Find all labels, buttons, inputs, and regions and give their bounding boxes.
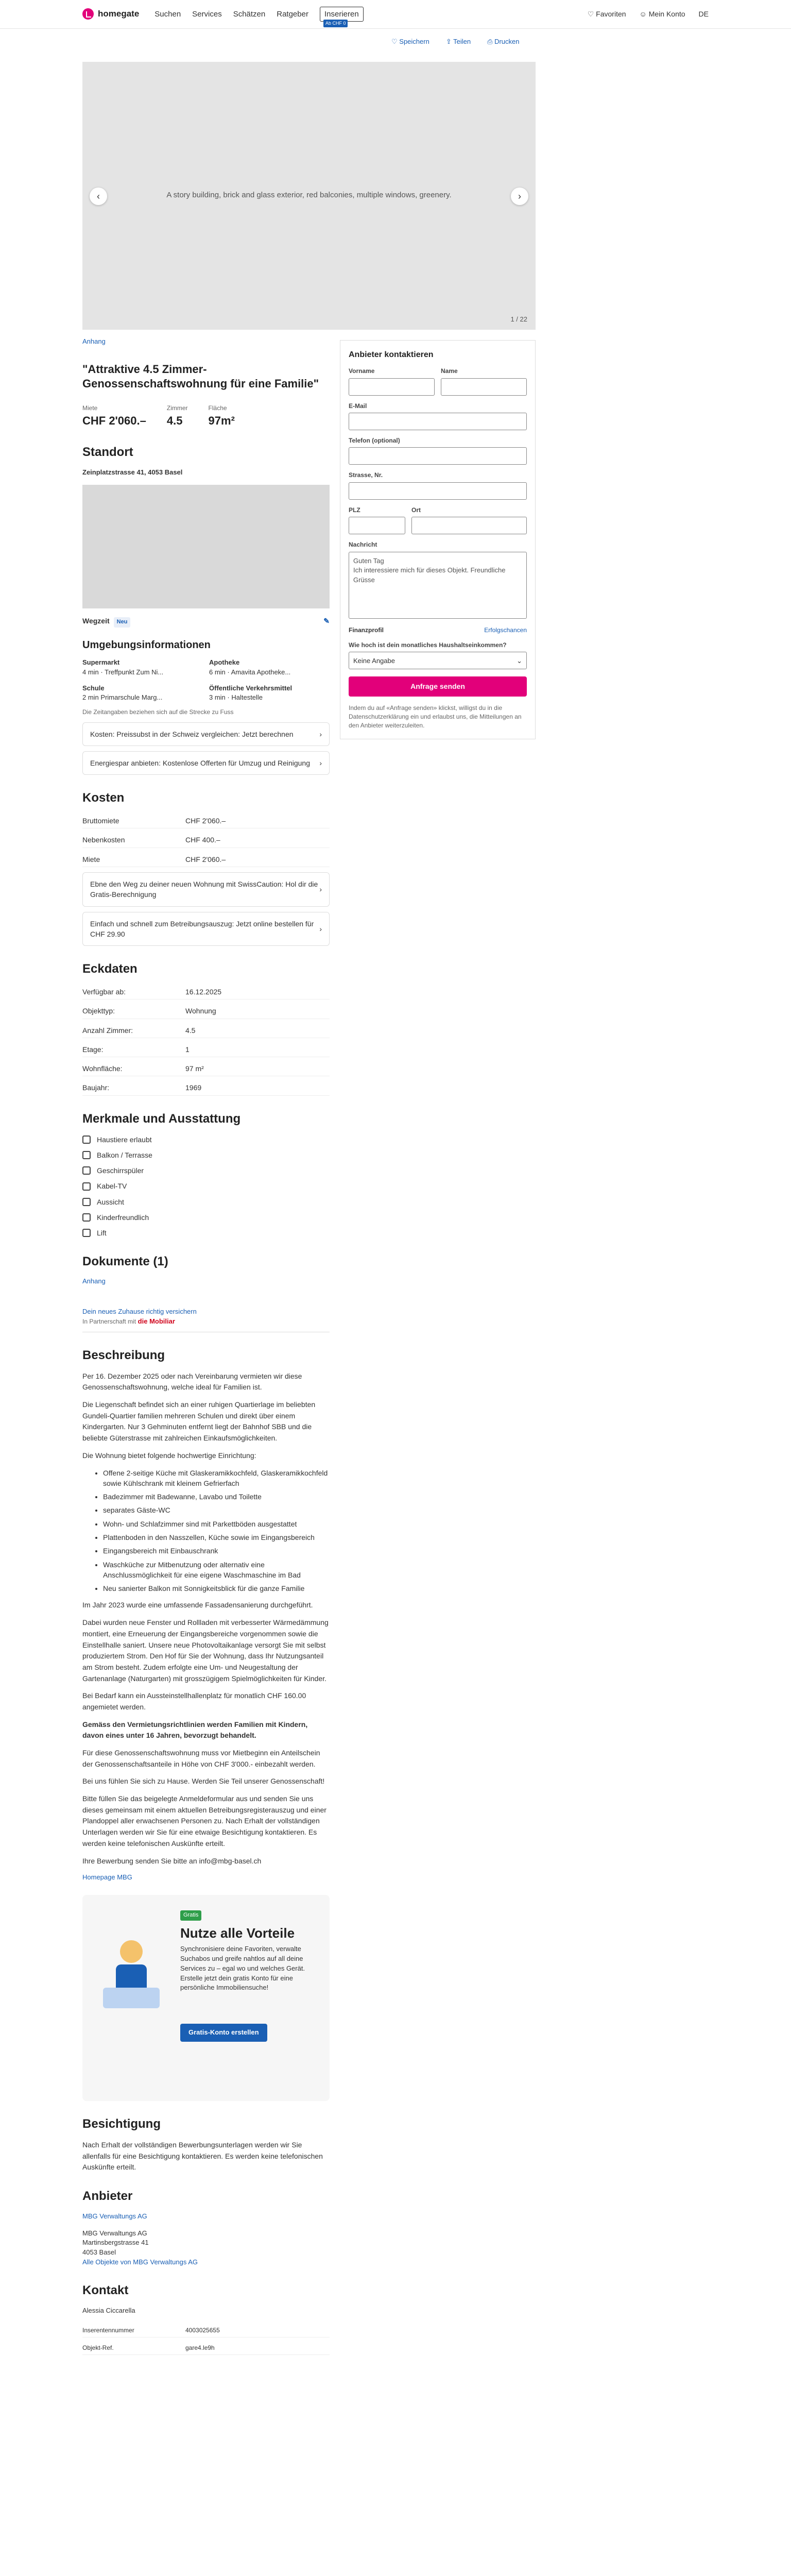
detail-key: Wohnfläche: [82, 1061, 185, 1076]
nav-item-ratgeber[interactable]: Ratgeber [277, 9, 308, 19]
message-textarea[interactable]: Guten Tag Ich interessiere mich für dieses Objekt. Freundliche Grüsse [349, 552, 527, 619]
compare-card[interactable] [82, 722, 330, 746]
detail-value: 1969 [185, 1080, 330, 1095]
listing-title: "Attraktive 4.5 Zimmer-Genossenschaftswohnung für eine Familie" [82, 362, 319, 391]
env-title: Öffentliche Verkehrsmittel [209, 684, 293, 692]
chevron-right-icon: › [319, 885, 322, 894]
main-nav [154, 7, 363, 26]
detail-value: 16.12.2025 [185, 985, 330, 999]
feature-label: Lift [97, 1229, 107, 1238]
reference-table [82, 2324, 330, 2355]
rent-value: CHF 2'060.– [82, 414, 146, 428]
detail-value: 4.5 [185, 1023, 330, 1038]
desc-paragraph: Dabei wurden neue Fenster und Rollladen mit verbesserter Wärmedämmung montiert, eine Erneuerung der Eingangsbereiche vorgenommen sowie die Einstellhalle saniert. Unsere neue Photovoltaikanlage versorgt Sie mit selbst produziertem Strom. Den Hof für Sie der Wohnung, dass Ihr Nutzungsanteil am Strom besteht. Zudem erfolgte eine Um- und Neugestaltung der Gartenanlage (Naturgarten) mit grosszügigem Spielmöglichkeiten für Kinder. [82, 1618, 329, 1683]
desc-paragraph: Bei Bedarf kann ein Aussteinstellhallenplatz für monatlich CHF 160.00 angemietet werden. [82, 1691, 306, 1711]
env-item [209, 684, 330, 703]
feature-label: Kinderfreundlich [97, 1213, 149, 1222]
desc-list-item: • Badezimmer mit Badewanne, Lavabo und Toilette [103, 1492, 330, 1502]
street-label: Strasse, Nr. [349, 471, 383, 479]
balcony-icon [82, 1151, 91, 1159]
desc-paragraph: Per 16. Dezember 2025 oder nach Vereinbarung vermieten wir diese Genossenschaftswohnung, welche ideal für Familien ist. [82, 1371, 302, 1392]
feature-label: Haustiere erlaubt [97, 1135, 152, 1144]
income-select[interactable] [349, 652, 527, 669]
chevron-right-icon: › [319, 730, 322, 738]
nav-item-suchen[interactable]: Suchen [154, 9, 181, 19]
chevron-right-icon: › [319, 758, 322, 767]
rooms-label: Zimmer [166, 404, 188, 412]
env-note: Die Zeitangaben beziehen sich auf die Strecke zu Fuss [82, 708, 234, 716]
tv-icon [82, 1182, 91, 1191]
travel-tag: Neu [114, 617, 131, 628]
logo[interactable] [82, 8, 139, 21]
homepage-link[interactable]: Homepage MBG [82, 1873, 132, 1882]
ref-value: 4003025655 [185, 2324, 330, 2337]
provider-line: MBG Verwaltungs AG [82, 2229, 147, 2237]
language-selector[interactable]: DE [698, 10, 709, 19]
gallery-image-alt: A story building, brick and glass exterior, red balconies, multiple windows, greenery. [166, 191, 452, 199]
environment-heading: Umgebungsinformationen [82, 639, 211, 651]
ref-key: Objekt-Ref. [82, 2342, 185, 2355]
desc-paragraph: Gemäss den Vermietungsrichtlinien werden Familien mit Kindern, davon eines unter 16 Jahren, bevorzugt behandelt. [82, 1720, 308, 1740]
feature-item [82, 1165, 330, 1176]
desc-list-item: • Wohn- und Schlafzimmer sind mit Parkettböden ausgestattet [103, 1519, 330, 1529]
create-account-button[interactable]: Gratis-Konto erstellen [180, 2024, 267, 2042]
print-label: Drucken [494, 38, 520, 45]
contact-name: Alessia Ciccarella [82, 2306, 135, 2314]
city-label: Ort [411, 506, 421, 514]
desc-list-item: • Neu sanierter Balkon mit Sonnigkeitsblick für die ganze Familie [103, 1583, 330, 1594]
rent-label: Miete [82, 404, 98, 412]
desc-paragraph: Bitte füllen Sie das beigelegte Anmeldeformular aus und senden Sie uns dieses gemeinsam mit einem aktuellen Betreibungsregisterauszug und einer Plandoppel aller erwachsenen Personen zu. Nach Erhalt der vollständigen Unterlagen werden wir Sie für eine etwaige Besichtigung kontaktieren. Es werden keine telefonischen Auskünfte erteilt. [82, 1794, 326, 1848]
account-promo [82, 1895, 330, 2101]
chevron-right-icon: › [319, 924, 322, 933]
mobiliar-card[interactable] [82, 1307, 330, 1332]
lastname-input[interactable] [441, 378, 527, 396]
details-table [82, 985, 330, 1096]
gallery-next-icon[interactable]: › [511, 188, 528, 205]
env-item [82, 684, 203, 703]
desc-list [82, 1468, 330, 1594]
chevron-down-icon: ⌄ [517, 657, 522, 665]
feature-label: Kabel-TV [97, 1182, 127, 1191]
view-icon [82, 1198, 91, 1206]
promo-title: Nutze alle Vorteile [180, 1925, 295, 1941]
documents-heading: Dokumente (1) [82, 1254, 168, 1268]
account-link[interactable]: ☺ Mein Konto [639, 10, 685, 19]
legal-text: Indem du auf «Anfrage senden» klickst, willigst du in die Datenschutzerklärung ein und erlaubst uns, die Mitteilungen an den Anbieter weiterzuleiten. [349, 704, 522, 730]
print-button[interactable]: ⎙ Drucken [487, 38, 520, 45]
env-title: Apotheke [209, 658, 240, 666]
desc-list-item: • Offene 2-seitige Küche mit Glaskeramikkochfeld, Glaskeramikkochfeld sowie Kühlschrank mit kleinem Gefrierfach [103, 1468, 330, 1489]
image-gallery[interactable] [82, 62, 536, 330]
detail-key: Anzahl Zimmer: [82, 1023, 185, 1038]
logo-text: homegate [98, 9, 140, 19]
location-heading: Standort [82, 445, 133, 460]
cost-key: Bruttomiete [82, 814, 185, 828]
feature-label: Balkon / Terrasse [97, 1150, 152, 1159]
mobiliar-link[interactable]: Dein neues Zuhause richtig versichern [82, 1308, 197, 1316]
income-label: Wie hoch ist dein monatliches Haushaltseinkommen? [349, 641, 507, 649]
favorites-link[interactable]: ♡ Favoriten [587, 10, 626, 19]
env-title: Schule [82, 684, 105, 692]
attachment-link[interactable]: Anhang [82, 337, 106, 345]
betreibung-text: Einfach und schnell zum Betreibungsauszug: Jetzt online bestellen für CHF 29.90 [90, 919, 314, 938]
feature-item [82, 1197, 330, 1207]
description-heading: Beschreibung [82, 1348, 165, 1362]
email-label: E-Mail [349, 402, 367, 410]
contact-form-title: Anbieter kontaktieren [349, 350, 434, 359]
provider-line: Martinsbergstrasse 41 [82, 2239, 149, 2247]
lastname-label: Name [441, 367, 458, 375]
nav-item-schaetzen[interactable]: Schätzen [233, 9, 266, 19]
inserieren-button[interactable] [320, 7, 364, 26]
financial-profile-label: Finanzprofil [349, 626, 384, 634]
visit-text: Nach Erhalt der vollständigen Bewerbungsunterlagen werden wir Sie allenfalls für eine Besichtigung kontaktieren. Es werden keine telefonischen Auskünfte erteilt. [82, 2140, 323, 2172]
document-link[interactable]: Anhang [82, 1277, 106, 1285]
cost-key: Nebenkosten [82, 833, 185, 848]
rooms-value: 4.5 [166, 414, 183, 428]
desc-paragraph: Ihre Bewerbung senden Sie bitte an info@mbg-basel.ch [82, 1856, 262, 1865]
area-label: Fläche [208, 404, 227, 412]
save-button[interactable]: ♡ Speichern [391, 38, 429, 45]
feature-item [82, 1150, 330, 1160]
inserieren-badge: Ab CHF 0 [323, 20, 348, 27]
travel-time[interactable] [82, 616, 330, 628]
desc-paragraph: Die Wohnung bietet folgende hochwertige Einrichtung: [82, 1451, 256, 1460]
edit-icon[interactable]: ✎ [323, 616, 330, 625]
travel-label: Wegzeit [82, 616, 110, 625]
details-heading: Eckdaten [82, 962, 137, 976]
account-label: Mein Konto [648, 10, 685, 19]
environment-grid [82, 658, 330, 703]
cost-value: CHF 2'060.– [185, 852, 330, 867]
save-label: Speichern [399, 38, 429, 45]
feature-item [82, 1228, 330, 1238]
dishwasher-icon [82, 1166, 91, 1175]
betreibung-card[interactable] [82, 912, 330, 946]
provider-address [82, 2229, 330, 2267]
desc-list-item: • Eingangsbereich mit Einbauschrank [103, 1546, 330, 1556]
zip-input[interactable] [349, 517, 405, 534]
provider-line: 4053 Basel [82, 2248, 116, 2257]
submit-request-button[interactable]: Anfrage senden [349, 676, 527, 696]
mobiliar-sub: In Partnerschaft mit [82, 1318, 136, 1326]
top-bar [0, 0, 791, 29]
env-title: Supermarkt [82, 658, 120, 666]
promo-text: Synchronisiere deine Favoriten, verwalte Suchabos und greife nahtlos auf all deine Services zu – egal wo und welches Gerät. Erstelle jetzt dein gratis Konto für eine persönliche Immobiliensuche! [180, 1945, 305, 1992]
ref-value: gare4.le9h [185, 2342, 330, 2355]
lift-icon [82, 1229, 91, 1237]
nav-item-services[interactable]: Services [192, 9, 222, 19]
env-value: 2 min Primarschule Marg... [82, 693, 163, 702]
moving-card-text: Energiespar anbieten: Kostenlose Offerten für Umzug und Reinigung [90, 758, 311, 767]
gallery-prev-icon[interactable]: ‹ [90, 188, 107, 205]
email-input[interactable] [349, 413, 527, 430]
detail-key: Objekttyp: [82, 1004, 185, 1019]
location-map[interactable] [82, 485, 330, 608]
city-input[interactable] [411, 517, 527, 534]
mobiliar-brand: die Mobiliar [137, 1317, 175, 1326]
desc-paragraph: Für diese Genossenschaftswohnung muss vor Mietbeginn ein Anteilschein der Genossenschaftsanteile in Höhe von CHF 3'000.- einbezahlt werden. [82, 1749, 320, 1768]
provider-logo[interactable]: MBG Verwaltungs AG [82, 2212, 147, 2220]
desc-paragraph: Bei uns fühlen Sie sich zu Hause. Werden Sie Teil unserer Genossenschaft! [82, 1777, 325, 1786]
swisscaution-text: Ebne den Weg zu deiner neuen Wohnung mit SwissCaution: Hol dir die Gratis-Berechnigung [90, 879, 318, 899]
env-item [82, 658, 203, 677]
share-button[interactable]: ⇪ Teilen [445, 38, 471, 45]
inserieren-label: Inserieren [324, 9, 359, 19]
success-chances-link[interactable]: Erfolgschancen [484, 626, 527, 634]
desc-list-item: • Waschküche zur Mitbenutzung oder alternativ eine Anschlussmöglichkeit für eine eigene Waschmaschine im Bad [103, 1560, 330, 1581]
detail-value: Wohnung [185, 1004, 330, 1019]
feature-label: Geschirrspüler [97, 1166, 144, 1175]
cost-value: CHF 400.– [185, 833, 330, 848]
compare-card-text: Kosten: Preissubst in der Schweiz vergleichen: Jetzt berechnen [90, 730, 294, 738]
feature-label: Aussicht [97, 1197, 124, 1206]
desc-list-item: • Plattenboden in den Nasszellen, Küche sowie im Eingangsbereich [103, 1532, 330, 1543]
env-value: 3 min · Haltestelle [209, 693, 263, 702]
costs-heading: Kosten [82, 791, 125, 805]
detail-key: Baujahr: [82, 1080, 185, 1095]
person-illustration-icon [93, 1931, 170, 2013]
area-value: 97m² [208, 414, 235, 428]
pet-icon [82, 1136, 91, 1144]
feature-item [82, 1181, 330, 1191]
address: Zeinplatzstrasse 41, 4053 Basel [82, 468, 183, 477]
provider-heading: Anbieter [82, 2189, 133, 2203]
cost-value: CHF 2'060.– [185, 814, 330, 828]
desc-paragraph: Die Liegenschaft befindet sich an einer ruhigen Quartierlage im beliebten Gundeli-Quartier familien mehreren Schulen und direkt über einem Kindergarten. Nur 3 Gehminuten entfernt liegt der Bahnhof SBB und die beliebte Güterstrasse mit zahlreichen Einkaufsmöglichkeiten. [82, 1400, 316, 1443]
firstname-label: Vorname [349, 367, 375, 375]
feature-item [82, 1212, 330, 1223]
detail-key: Verfügbar ab: [82, 985, 185, 999]
env-value: 4 min · Treffpunkt Zum Ni... [82, 668, 164, 676]
logo-mark-icon [82, 8, 94, 20]
feature-item [82, 1134, 330, 1145]
share-label: Teilen [453, 38, 471, 45]
favorites-label: Favoriten [596, 10, 626, 19]
key-facts [82, 404, 330, 429]
message-label: Nachricht [349, 541, 377, 549]
zip-label: PLZ [349, 506, 360, 514]
swisscaution-card[interactable] [82, 872, 330, 907]
header-actions [588, 9, 709, 19]
desc-list-item: • separates Gäste-WC [103, 1505, 330, 1515]
features-heading: Merkmale und Ausstattung [82, 1111, 241, 1126]
child-icon [82, 1213, 91, 1222]
main-content [82, 335, 330, 2360]
env-item [209, 658, 330, 677]
visit-heading: Besichtigung [82, 2117, 161, 2131]
moving-card[interactable] [82, 751, 330, 775]
contact-heading: Kontakt [82, 2283, 129, 2297]
income-selected: Keine Angabe [353, 657, 395, 665]
ref-key: Inserentennummer [82, 2324, 185, 2337]
phone-label: Telefon (optional) [349, 436, 400, 444]
detail-key: Etage: [82, 1042, 185, 1057]
phone-input[interactable] [349, 447, 527, 465]
street-input[interactable] [349, 482, 527, 500]
listing-actions [391, 37, 520, 47]
env-value: 6 min · Amavita Apotheke... [209, 668, 291, 676]
detail-value: 97 m² [185, 1061, 330, 1076]
costs-table [82, 814, 330, 867]
gallery-counter: 1 / 22 [510, 315, 527, 324]
desc-paragraph: Im Jahr 2023 wurde eine umfassende Fassadensanierung durchgeführt. [82, 1601, 313, 1609]
firstname-input[interactable] [349, 378, 435, 396]
contact-form [340, 340, 536, 739]
detail-value: 1 [185, 1042, 330, 1057]
cost-key: Miete [82, 852, 185, 867]
promo-chip: Gratis [180, 1910, 201, 1921]
provider-objects-link[interactable]: Alle Objekte von MBG Verwaltungs AG [82, 2258, 198, 2266]
